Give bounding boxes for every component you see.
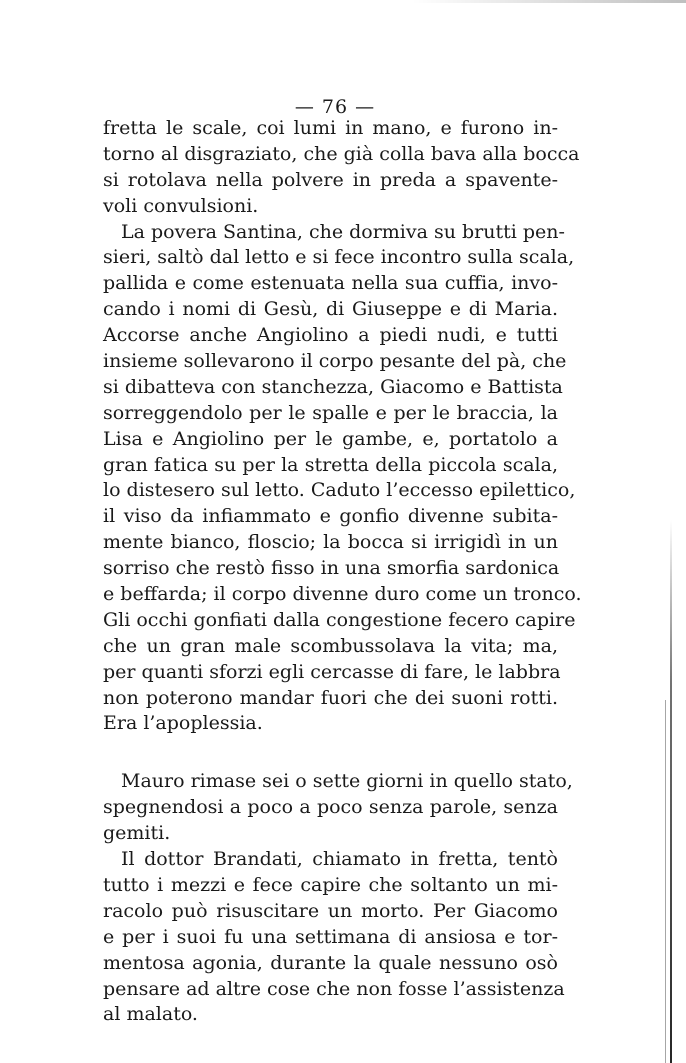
text-line: si dibatteva con stanchezza, Giacomo e Battista — [103, 375, 563, 398]
text-line: gemiti. — [103, 822, 171, 845]
text-line: insieme sollevarono il corpo pesante del pà, che — [103, 350, 567, 373]
text-line: lo distesero sul letto. Caduto l’eccesso epilettico, — [103, 479, 576, 502]
text-line: pallida e come estenuata nella sua cuffia, invo- — [103, 272, 558, 295]
paragraph-gap — [103, 737, 558, 769]
text-line: sorriso che restò fisso in una smorfia sardonica — [103, 557, 560, 580]
text-line: per quanti sforzi egli cercasse di fare, le labbra — [103, 660, 561, 683]
text-line: pensare ad altre cose che non fosse l’assistenza — [103, 977, 565, 1000]
text-line: il viso da infiammato e gonfio divenne subita- — [103, 505, 558, 528]
text-line: Gli occhi gonfiati dalla congestione fecero capire — [103, 608, 576, 631]
text-line: Il dottor Brandati, chiamato in fretta, tentò — [121, 848, 558, 871]
text-line: tutto i mezzi e fece capire che soltanto un mi- — [103, 873, 558, 896]
text-line: La povera Santina, che dormiva su brutti pen- — [121, 220, 565, 243]
text-line: fretta le scale, coi lumi in mano, e furono in- — [103, 117, 558, 139]
text-line: e per i suoi fu una settimana di ansiosa e tor- — [103, 925, 558, 948]
text-line: voli convulsioni. — [103, 194, 259, 217]
text-line: Accorse anche Angiolino a piedi nudi, e tutti — [103, 324, 558, 347]
scan-edge-shadow-inner — [665, 700, 666, 1063]
text-line: mentosa agonia, durante la quale nessuno osò — [103, 951, 558, 974]
text-line: al malato. — [103, 1003, 198, 1026]
text-line: Lisa e Angiolino per le gambe, e, portatolo a — [103, 427, 558, 450]
text-line: non poterono mandar fuori che dei suoni rotti. — [103, 686, 558, 709]
text-line: si rotolava nella polvere in preda a spavente- — [103, 168, 558, 191]
text-line: cando i nomi di Gesù, di Giuseppe e di Maria. — [103, 298, 558, 321]
scan-edge-top — [0, 0, 686, 3]
text-line: che un gran male scombussolava la vita; ma, — [103, 634, 558, 657]
text-line: racolo può risuscitare un morto. Per Giacomo — [103, 899, 558, 922]
text-line: sorreggendolo per le spalle e per le braccia, la — [103, 401, 558, 424]
text-line: e beffarda; il corpo divenne duro come un tronco. — [103, 583, 582, 606]
page-number: — 76 — — [294, 96, 376, 118]
text-line: sieri, saltò dal letto e si fece incontro sulla scala, — [103, 246, 575, 269]
text-line: Era l’apoplessia. — [103, 712, 263, 735]
text-line: gran fatica su per la stretta della piccola scala, — [103, 453, 558, 476]
text-line: torno al disgraziato, che già colla bava alla bocca — [103, 142, 580, 165]
text-line: mente bianco, floscio; la bocca si irrigidì in un — [103, 531, 558, 554]
scan-edge-shadow — [670, 520, 672, 1063]
body-text — [103, 116, 582, 1028]
text-line: Mauro rimase sei o sette giorni in quello stato, — [121, 770, 573, 793]
text-line: spegnendosi a poco a poco senza parole, senza — [103, 796, 558, 819]
